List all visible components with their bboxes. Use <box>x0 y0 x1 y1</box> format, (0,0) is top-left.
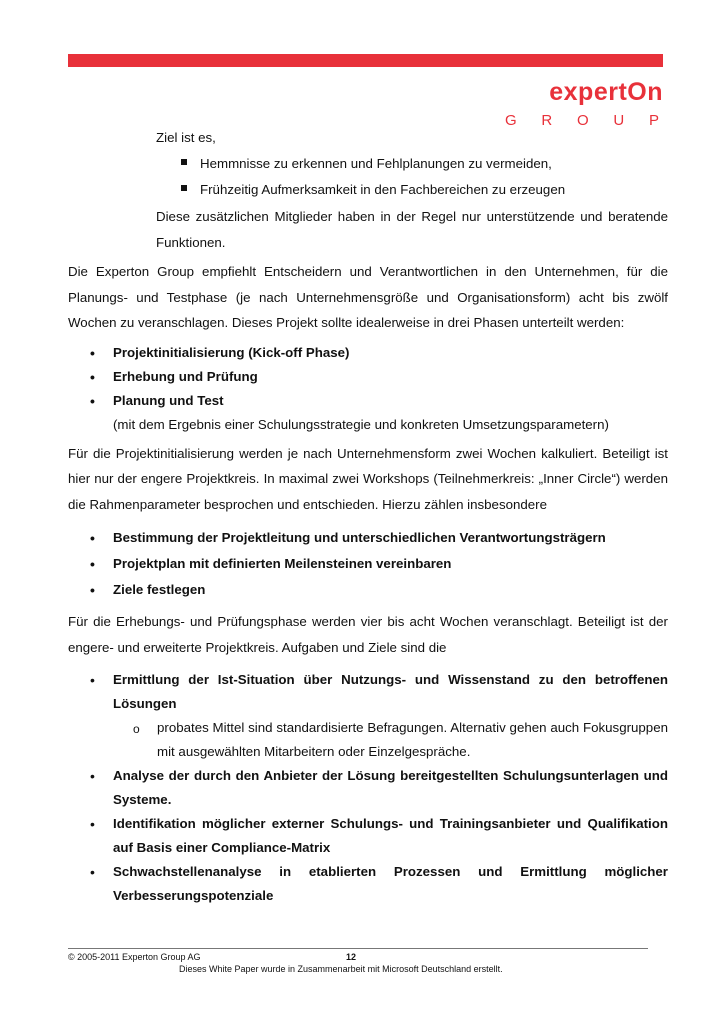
page-body <box>68 124 668 908</box>
list-item: • Erhebung und Prüfung <box>68 365 668 389</box>
list-item: • Projektplan mit definierten Meilensteinen vereinbaren <box>68 551 668 577</box>
paragraph-planning: Die Experton Group empfiehlt Entscheidern und Verantwortlichen in den Unternehmen, für die Planungs- und Testphase (je nach Unternehmensgröße und Organisationsform) acht bis zwölf Wochen zu veranschlagen. Dieses Projekt sollte idealerweise in drei Phasen unterteilt werden: <box>68 264 668 330</box>
list-item: • Planung und Test <box>68 389 668 413</box>
sub-list-item: o probates Mittel sind standardisierte Befragungen. Alternativ gehen auch Fokusgruppen mit ausgewählten Mitarbeitern oder Einzelgespräche. <box>113 716 668 764</box>
paragraph-initialization: Für die Projektinitialisierung werden je nach Unternehmensform zwei Wochen kalkuliert. Beteiligt ist hier nur der engere Projektkreis. In maximal zwei Workshops (Teilnehmerkreis: „Inner Circle“) werden die Rahmenparameter besprochen und entschieden. Hierzu zählen insbesondere <box>68 445 668 512</box>
list-item: • Ermittlung der Ist-Situation über Nutzungs- und Wissenstand zu den betroffenen Lösungen o probates Mittel sind standardisierte Befragungen. Alternativ gehen auch Fokusgruppen mit ausgewählten Mitarbeitern oder Einzelgespräche. <box>68 668 668 764</box>
circle-bullet-icon: o <box>133 722 140 736</box>
examination-list <box>68 668 668 908</box>
list-item: • Analyse der durch den Anbieter der Lösung bereitgestellten Schulungsunterlagen und Systeme. <box>68 764 668 812</box>
phase-list <box>68 341 668 413</box>
list-item: • Schwachstellenanalyse in etablierten Prozessen und Ermittlung möglicher Verbesserungspotenziale <box>68 860 668 908</box>
experton-logo <box>503 78 663 129</box>
footer-note: Dieses White Paper wurde in Zusammenarbeit mit Microsoft Deutschland erstellt. <box>179 964 503 974</box>
footer-copyright: © 2005-2011 Experton Group AG <box>68 952 201 962</box>
initialization-list <box>68 525 668 603</box>
logo-wordmark: expertOn <box>549 78 663 106</box>
list-item: • Ziele festlegen <box>68 577 668 603</box>
list-item: • Identifikation möglicher externer Schulungs- und Trainingsanbieter und Qualifikation auf Basis einer Compliance-Matrix <box>68 812 668 860</box>
footer-divider <box>68 948 648 949</box>
page-footer <box>68 951 648 975</box>
phase-note: (mit dem Ergebnis einer Schulungsstrategie und konkreten Umsetzungsparametern) <box>113 416 609 432</box>
list-item: • Bestimmung der Projektleitung und unterschiedlichen Verantwortungsträgern <box>68 525 668 551</box>
paragraph-examination: Für die Erhebungs- und Prüfungsphase werden vier bis acht Wochen veranschlagt. Beteiligt ist der engere- und erweiterte Projektkreis. Aufgaben und Ziele sind die <box>68 614 668 655</box>
square-bullet-icon <box>181 185 187 191</box>
square-bullet-icon <box>181 159 187 165</box>
intro-lead: Ziel ist es, <box>156 129 216 145</box>
header-red-bar <box>68 54 663 67</box>
intro-note: Diese zusätzlichen Mitglieder haben in der Regel nur unterstützende und beratende Funktionen. <box>156 209 668 250</box>
intro-item: Hemmnisse zu erkennen und Fehlplanungen zu vermeiden, <box>68 150 668 176</box>
list-item: • Projektinitialisierung (Kick-off Phase) <box>68 341 668 365</box>
logo-subtitle: G R O U P <box>505 112 659 129</box>
page-number: 12 <box>346 952 357 962</box>
intro-item: Frühzeitig Aufmerksamkeit in den Fachbereichen zu erzeugen <box>68 176 668 202</box>
